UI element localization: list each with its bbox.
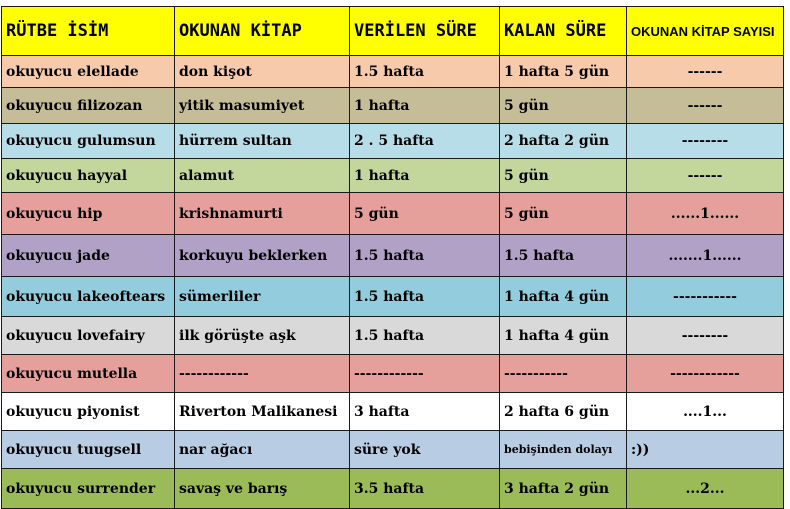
header-books-read-count[interactable]: OKUNAN KİTAP SAYISI [627,7,784,56]
reader-name-cell[interactable]: okuyucu mutella [2,355,175,393]
book-cell[interactable]: hürrem sultan [175,124,350,159]
header-rank-name[interactable]: RÜTBE İSİM [2,7,175,56]
given-time-cell[interactable]: ------------ [350,355,500,393]
book-cell[interactable]: yitik masumiyet [175,88,350,124]
book-cell[interactable]: korkuyu beklerken [175,235,350,277]
table-row [2,355,784,393]
header-given-time[interactable]: VERİLEN SÜRE [350,7,500,56]
reader-name-cell[interactable]: okuyucu tuugsell [2,431,175,469]
reader-name-cell[interactable]: okuyucu lovefairy [2,317,175,355]
remaining-time-cell[interactable]: 5 gün [500,88,627,124]
table-row [2,317,784,355]
book-count-cell[interactable]: ......1...... [627,193,784,235]
book-cell[interactable]: sümerliler [175,277,350,317]
book-count-cell[interactable]: .......1...... [627,235,784,277]
book-cell[interactable]: nar ağacı [175,431,350,469]
book-count-cell[interactable]: -------- [627,317,784,355]
given-time-cell[interactable]: 1.5 hafta [350,317,500,355]
remaining-time-cell[interactable]: 1 hafta 4 gün [500,277,627,317]
table-row [2,469,784,509]
table-row [2,393,784,431]
given-time-cell[interactable]: 1.5 hafta [350,235,500,277]
remaining-time-cell[interactable]: ----------- [500,355,627,393]
given-time-cell[interactable]: 1 hafta [350,88,500,124]
book-cell[interactable]: don kişot [175,56,350,88]
table-row [2,88,784,124]
table-row [2,431,784,469]
given-time-cell[interactable]: 1.5 hafta [350,56,500,88]
reader-name-cell[interactable]: okuyucu jade [2,235,175,277]
book-count-cell[interactable]: ...2... [627,469,784,509]
given-time-cell[interactable]: 2 . 5 hafta [350,124,500,159]
given-time-cell[interactable]: süre yok [350,431,500,469]
remaining-time-cell[interactable]: 2 hafta 6 gün [500,393,627,431]
reader-name-cell[interactable]: okuyucu elellade [2,56,175,88]
book-count-cell[interactable]: ------------ [627,355,784,393]
book-cell[interactable]: ------------ [175,355,350,393]
book-count-cell[interactable]: ------ [627,159,784,193]
remaining-time-cell[interactable]: 1 hafta 4 gün [500,317,627,355]
book-cell[interactable]: Riverton Malikanesi [175,393,350,431]
table-row [2,159,784,193]
reading-table [1,6,784,509]
table-row [2,56,784,88]
given-time-cell[interactable]: 5 gün [350,193,500,235]
book-count-cell[interactable]: -------- [627,124,784,159]
table-row [2,277,784,317]
book-cell[interactable]: alamut [175,159,350,193]
given-time-cell[interactable]: 3 hafta [350,393,500,431]
reader-name-cell[interactable]: okuyucu hayyal [2,159,175,193]
reader-name-cell[interactable]: okuyucu surrender [2,469,175,509]
remaining-time-cell[interactable]: 3 hafta 2 gün [500,469,627,509]
remaining-time-cell[interactable]: 5 gün [500,159,627,193]
table-row [2,235,784,277]
header-book-read[interactable]: OKUNAN KİTAP [175,7,350,56]
header-remaining-time[interactable]: KALAN SÜRE [500,7,627,56]
given-time-cell[interactable]: 1.5 hafta [350,277,500,317]
reader-name-cell[interactable]: okuyucu hip [2,193,175,235]
remaining-time-cell[interactable]: 1.5 hafta [500,235,627,277]
book-count-cell[interactable]: ----------- [627,277,784,317]
remaining-time-cell[interactable]: bebişinden dolayı [500,431,627,469]
book-count-cell[interactable]: :)) [627,431,784,469]
reader-name-cell[interactable]: okuyucu gulumsun [2,124,175,159]
header-row [2,7,784,56]
reader-name-cell[interactable]: okuyucu filizozan [2,88,175,124]
remaining-time-cell[interactable]: 5 gün [500,193,627,235]
book-count-cell[interactable]: ------ [627,88,784,124]
given-time-cell[interactable]: 1 hafta [350,159,500,193]
reader-name-cell[interactable]: okuyucu piyonist [2,393,175,431]
book-cell[interactable]: savaş ve barış [175,469,350,509]
table-row [2,124,784,159]
book-cell[interactable]: ilk görüşte aşk [175,317,350,355]
given-time-cell[interactable]: 3.5 hafta [350,469,500,509]
book-cell[interactable]: krishnamurti [175,193,350,235]
book-count-cell[interactable]: ....1... [627,393,784,431]
remaining-time-cell[interactable]: 1 hafta 5 gün [500,56,627,88]
remaining-time-cell[interactable]: 2 hafta 2 gün [500,124,627,159]
table-row [2,193,784,235]
book-count-cell[interactable]: ------ [627,56,784,88]
reader-name-cell[interactable]: okuyucu lakeoftears [2,277,175,317]
